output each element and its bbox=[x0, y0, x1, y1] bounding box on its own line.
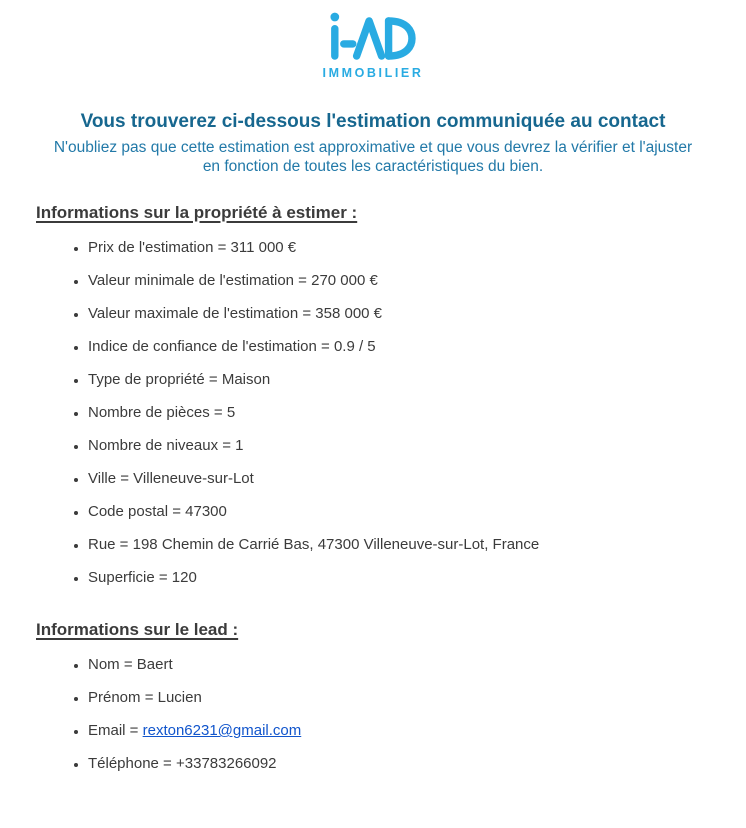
item-value: +33783266092 bbox=[176, 755, 277, 772]
page-subtitle bbox=[36, 138, 710, 176]
section-heading-lead: Informations sur le lead : bbox=[36, 620, 239, 639]
item-label: Téléphone = bbox=[88, 755, 176, 772]
item-value: Lucien bbox=[157, 689, 202, 706]
item-label: Email = bbox=[88, 722, 143, 739]
item-label: Type de propriété = bbox=[88, 371, 222, 388]
item-value: Baert bbox=[136, 656, 173, 673]
item-label: Nombre de pièces = bbox=[88, 404, 227, 421]
item-value: Maison bbox=[221, 371, 271, 388]
section-property bbox=[36, 203, 710, 587]
item-value: Villeneuve-sur-Lot bbox=[133, 470, 254, 487]
item-value: 5 bbox=[226, 404, 236, 421]
item-label: Indice de confiance de l'estimation = bbox=[88, 338, 334, 355]
item-value: 120 bbox=[171, 569, 197, 586]
page-title: Vous trouverez ci-dessous l'estimation communiquée au contact bbox=[80, 111, 666, 132]
item-label: Nombre de niveaux = bbox=[88, 437, 236, 454]
item-value: 0.9 / 5 bbox=[333, 338, 376, 355]
list-item bbox=[88, 437, 710, 455]
item-label: Code postal = bbox=[88, 503, 186, 520]
item-label: Valeur minimale de l'estimation = bbox=[88, 272, 312, 289]
item-value: 311 000 € bbox=[230, 239, 297, 256]
iad-wordmark-icon bbox=[327, 10, 419, 63]
list-item bbox=[88, 239, 710, 257]
list-item bbox=[88, 305, 710, 323]
list-item bbox=[88, 689, 710, 707]
item-label: Prix de l'estimation = bbox=[88, 239, 231, 256]
item-value: 270 000 € bbox=[311, 272, 378, 289]
list-item bbox=[88, 755, 710, 773]
list-item bbox=[88, 470, 710, 488]
item-value: 1 bbox=[235, 437, 244, 454]
list-item bbox=[88, 272, 710, 290]
item-label: Nom = bbox=[88, 656, 137, 673]
section-lead bbox=[36, 620, 710, 773]
logo-tagline: IMMOBILIER bbox=[322, 66, 424, 80]
list-item bbox=[88, 722, 710, 740]
list-item bbox=[88, 338, 710, 356]
page-subtitle-line2: en fonction de toutes les caractéristiques du bien. bbox=[202, 158, 544, 175]
brand-logo bbox=[36, 0, 710, 80]
item-label: Rue = bbox=[88, 536, 133, 553]
property-items-list bbox=[36, 239, 710, 587]
list-item bbox=[88, 404, 710, 422]
item-label: Ville = bbox=[88, 470, 134, 487]
list-item bbox=[88, 371, 710, 389]
section-heading-property: Informations sur la propriété à estimer : bbox=[36, 203, 358, 222]
list-item bbox=[88, 656, 710, 674]
item-value: 198 Chemin de Carrié Bas, 47300 Villeneuve-sur-Lot, France bbox=[132, 536, 540, 553]
item-value: 358 000 € bbox=[315, 305, 383, 322]
list-item bbox=[88, 536, 710, 554]
lead-items-list bbox=[36, 656, 710, 773]
page-subtitle-line1: N'oubliez pas que cette estimation est approximative et que vous devrez la vérifier et l'ajuster bbox=[53, 139, 693, 156]
item-value: 47300 bbox=[185, 503, 227, 520]
item-label: Prénom = bbox=[88, 689, 158, 706]
list-item bbox=[88, 569, 710, 587]
list-item bbox=[88, 503, 710, 521]
email-link[interactable]: rexton6231@gmail.com bbox=[142, 722, 302, 739]
item-label: Superficie = bbox=[88, 569, 172, 586]
item-label: Valeur maximale de l'estimation = bbox=[88, 305, 316, 322]
